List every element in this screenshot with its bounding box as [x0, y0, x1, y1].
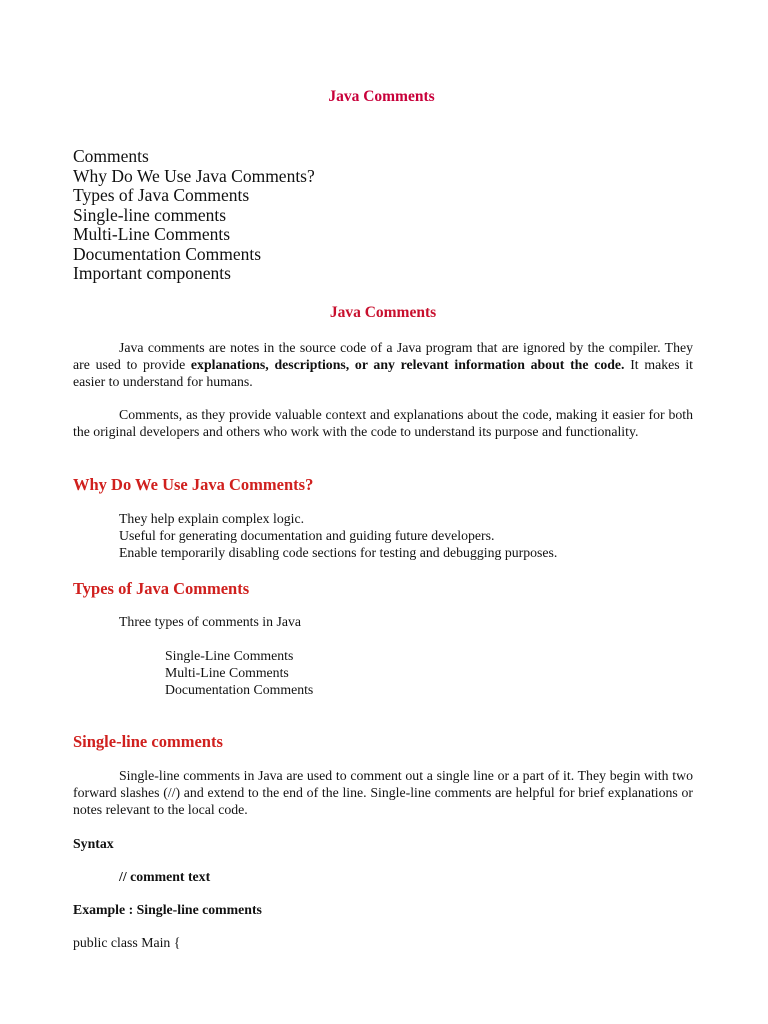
toc-item: Documentation Comments — [73, 243, 262, 264]
syntax-code: // comment text — [119, 869, 211, 884]
types-lead: Three types of comments in Java — [119, 614, 301, 629]
toc-item: Comments — [73, 146, 149, 166]
list-item: Multi-Line Comments — [165, 664, 289, 680]
why-heading: Why Do We Use Java Comments? — [73, 475, 314, 494]
types-list — [165, 648, 313, 698]
list-item: Single-Line Comments — [165, 648, 294, 663]
list-item: Enable temporarily disabling code sections for testing and debugging purposes. — [119, 544, 558, 560]
single-line-heading: Single-line comments — [73, 732, 223, 751]
why-list — [119, 511, 557, 561]
intro-heading: Java Comments — [329, 304, 437, 321]
intro-p1-tail: It makes it easier to understand for humans. — [73, 356, 693, 389]
table-of-contents — [73, 147, 315, 284]
toc-item: Why Do We Use Java Comments? — [73, 165, 315, 186]
list-item: They help explain complex logic. — [119, 511, 305, 526]
toc-item: Single-line comments — [73, 204, 227, 225]
intro-p1-text: Java comments are notes in the source code of a Java program that are ignored by the compiler. They are used to provide — [73, 340, 693, 372]
list-item: Documentation Comments — [165, 681, 314, 697]
list-item: Useful for generating documentation and guiding future developers. — [119, 527, 495, 543]
types-heading: Types of Java Comments — [73, 579, 250, 598]
intro-p1-bold: explanations, descriptions, or any relevant information about the code. — [190, 356, 625, 372]
toc-item: Multi-Line Comments — [73, 224, 231, 244]
intro-paragraph-2: Comments, as they provide valuable context and explanations about the code, making it easier for both the original developers and others who work with the code to understand its purpose and functionality. — [73, 407, 693, 439]
document-title: Java Comments — [328, 88, 435, 105]
single-line-paragraph: Single-line comments in Java are used to comment out a single line or a part of it. They begin with two forward slashes (//) and extend to the end of the line. Single-line comments are helpful for brief explanations or notes relevant to the local code. — [73, 768, 693, 817]
code-line: public class Main { — [73, 935, 181, 950]
syntax-label: Syntax — [73, 836, 114, 851]
example-label: Example : Single-line comments — [73, 902, 262, 917]
toc-item: Important components — [73, 263, 231, 283]
intro-paragraph-1 — [73, 340, 693, 390]
toc-item: Types of Java Comments — [73, 185, 250, 205]
